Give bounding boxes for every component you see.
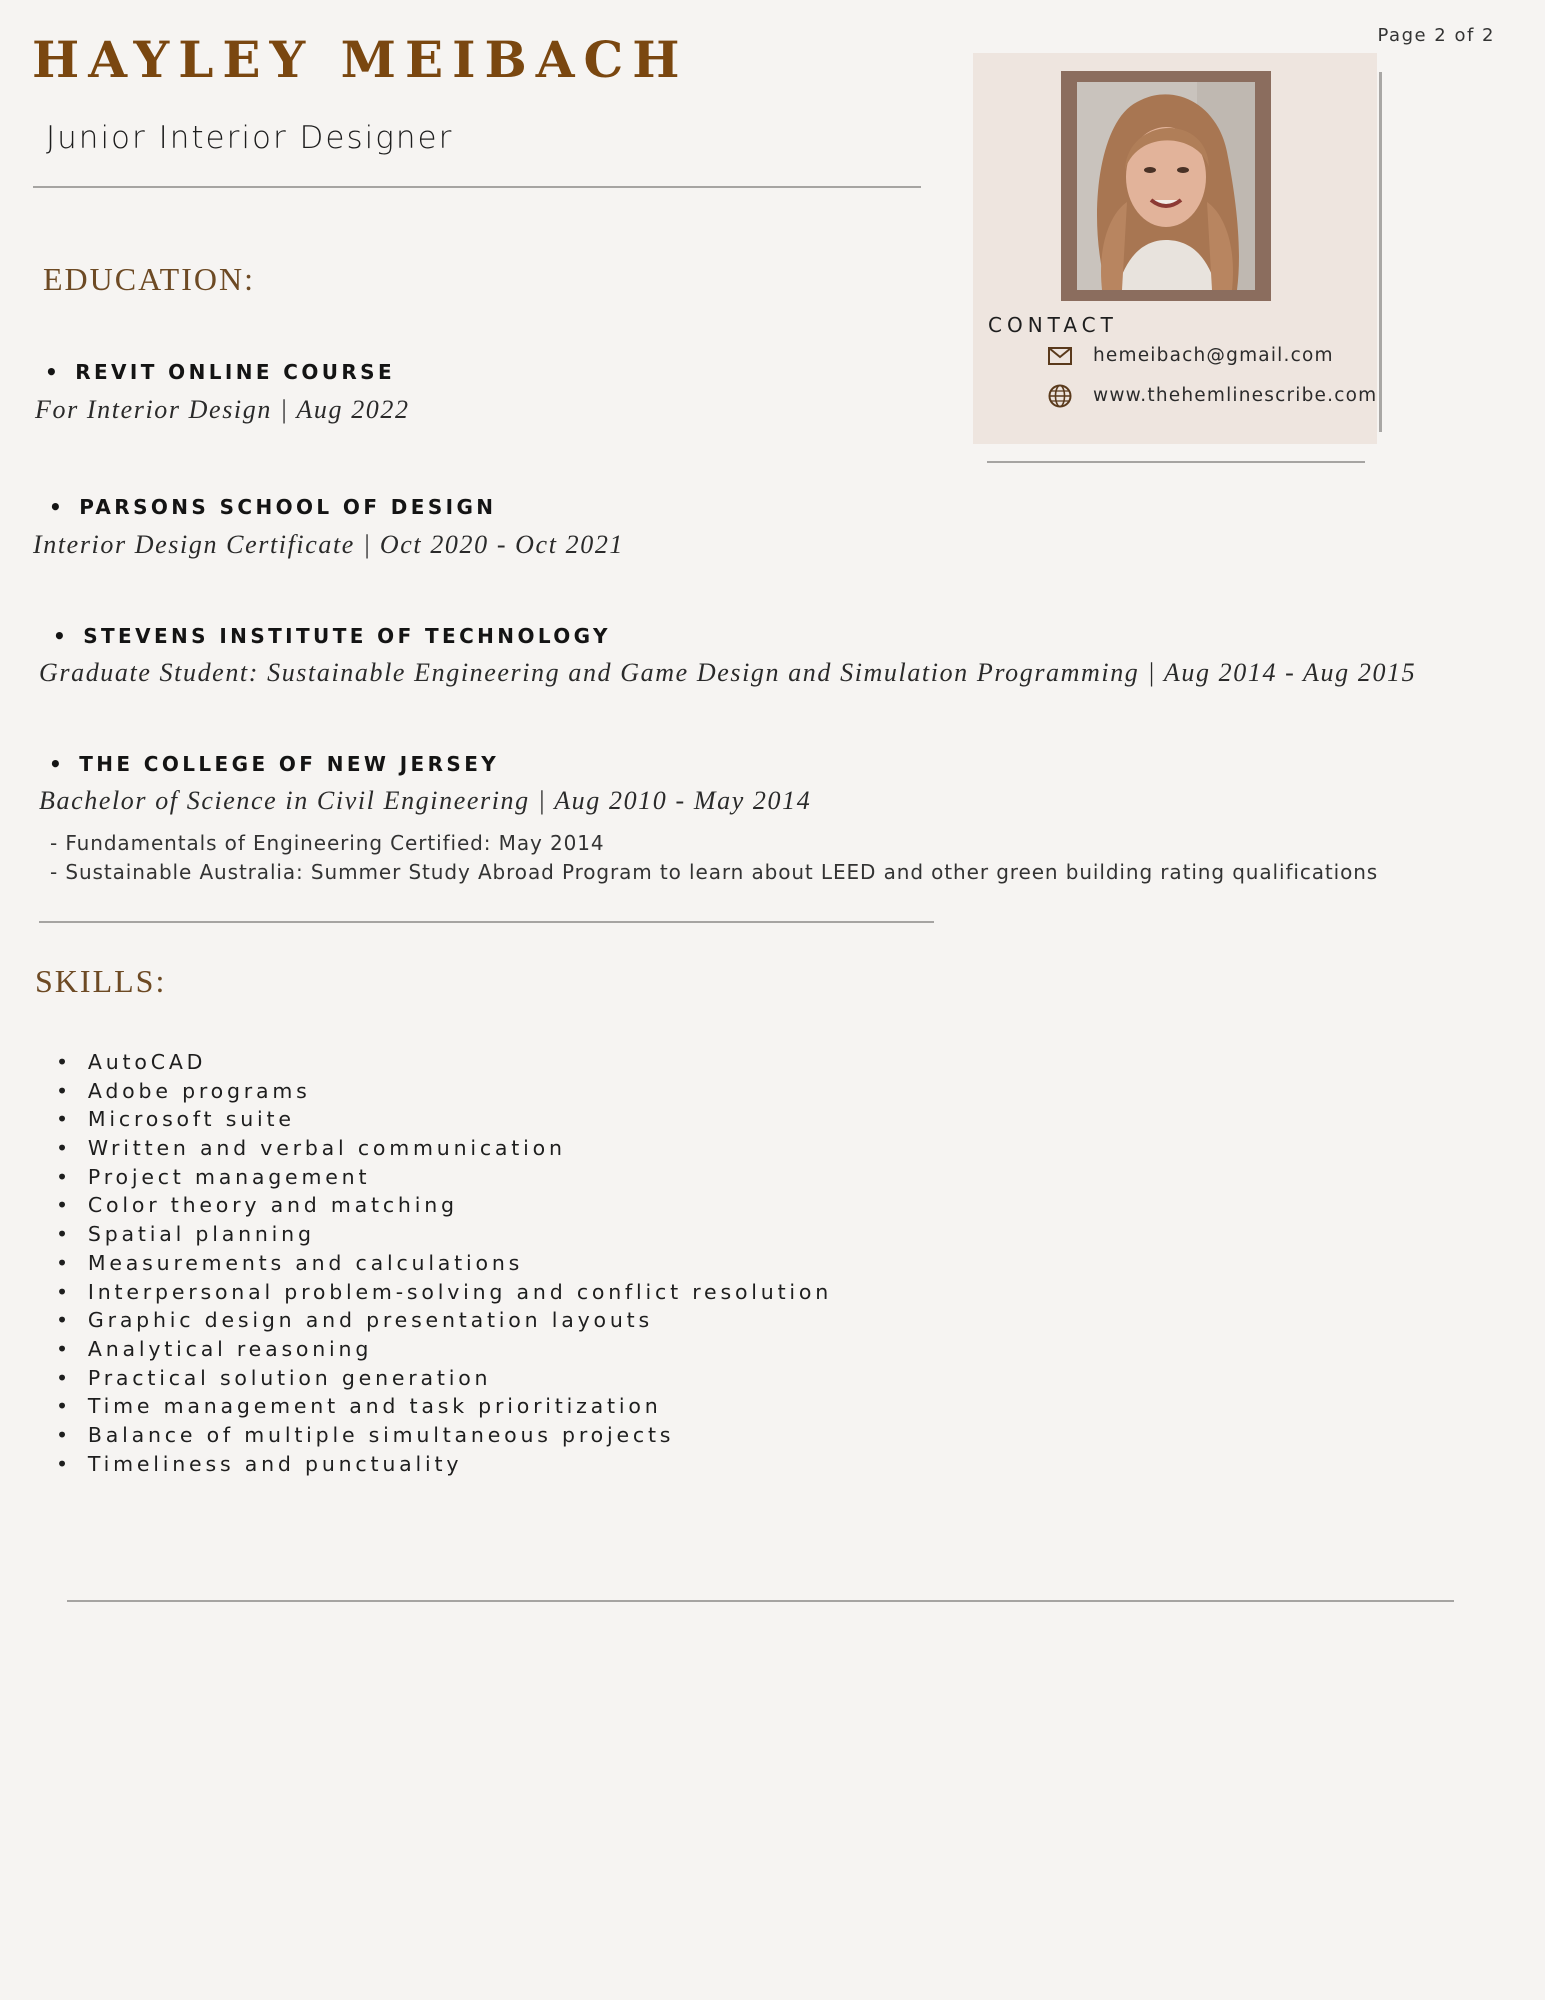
contact-label: CONTACT bbox=[988, 313, 1118, 337]
education-note: - Sustainable Australia: Summer Study Abroad Program to learn about LEED and other green building rating qualifications bbox=[50, 860, 1379, 884]
contact-divider bbox=[987, 461, 1365, 463]
skill-item: • Interpersonal problem-solving and conflict resolution bbox=[56, 1278, 832, 1307]
profile-photo bbox=[1077, 82, 1255, 290]
resume-name: HAYLEY MEIBACH bbox=[32, 30, 689, 89]
skill-item: • Spatial planning bbox=[56, 1220, 832, 1249]
skill-item: • Microsoft suite bbox=[56, 1105, 832, 1134]
education-heading: EDUCATION: bbox=[43, 261, 255, 297]
skill-item: • Timeliness and punctuality bbox=[56, 1450, 832, 1479]
page-indicator: Page 2 of 2 bbox=[1377, 25, 1495, 46]
skill-item: • Project management bbox=[56, 1163, 832, 1192]
skills-list bbox=[56, 1048, 832, 1478]
skill-item: • Color theory and matching bbox=[56, 1191, 832, 1220]
skill-item: • Time management and task prioritization bbox=[56, 1392, 832, 1421]
contact-email[interactable]: hemeibach@gmail.com bbox=[1093, 345, 1334, 366]
header-divider bbox=[33, 186, 921, 188]
skill-item: • Analytical reasoning bbox=[56, 1335, 832, 1364]
education-school: • THE COLLEGE OF NEW JERSEY bbox=[49, 752, 499, 776]
skill-item: • AutoCAD bbox=[56, 1048, 832, 1077]
education-detail: Interior Design Certificate | Oct 2020 - Oct 2021 bbox=[33, 530, 625, 559]
skill-item: • Practical solution generation bbox=[56, 1364, 832, 1393]
education-school: • STEVENS INSTITUTE OF TECHNOLOGY bbox=[53, 624, 611, 648]
skill-item: • Balance of multiple simultaneous projects bbox=[56, 1421, 832, 1450]
education-school: • REVIT ONLINE COURSE bbox=[45, 360, 395, 384]
card-shadow-line bbox=[1379, 72, 1382, 432]
globe-icon bbox=[1047, 383, 1073, 409]
job-title: Junior Interior Designer bbox=[46, 120, 454, 156]
skills-heading: SKILLS: bbox=[35, 963, 167, 999]
skill-item: • Adobe programs bbox=[56, 1077, 832, 1106]
contact-website[interactable]: www.thehemlinescribe.com bbox=[1093, 385, 1378, 406]
education-detail: Graduate Student: Sustainable Engineering and Game Design and Simulation Programming | Aug 2014 - Aug 2015 bbox=[39, 658, 1417, 687]
footer-divider bbox=[67, 1600, 1454, 1602]
education-detail: Bachelor of Science in Civil Engineering | Aug 2010 - May 2014 bbox=[39, 786, 812, 815]
skill-item: • Measurements and calculations bbox=[56, 1249, 832, 1278]
education-detail: For Interior Design | Aug 2022 bbox=[35, 395, 410, 424]
education-note: - Fundamentals of Engineering Certified: May 2014 bbox=[50, 831, 605, 855]
education-school: • PARSONS SCHOOL OF DESIGN bbox=[49, 495, 496, 519]
skill-item: • Written and verbal communication bbox=[56, 1134, 832, 1163]
skill-item: • Graphic design and presentation layouts bbox=[56, 1306, 832, 1335]
mail-icon bbox=[1047, 343, 1073, 369]
education-divider bbox=[39, 921, 934, 923]
